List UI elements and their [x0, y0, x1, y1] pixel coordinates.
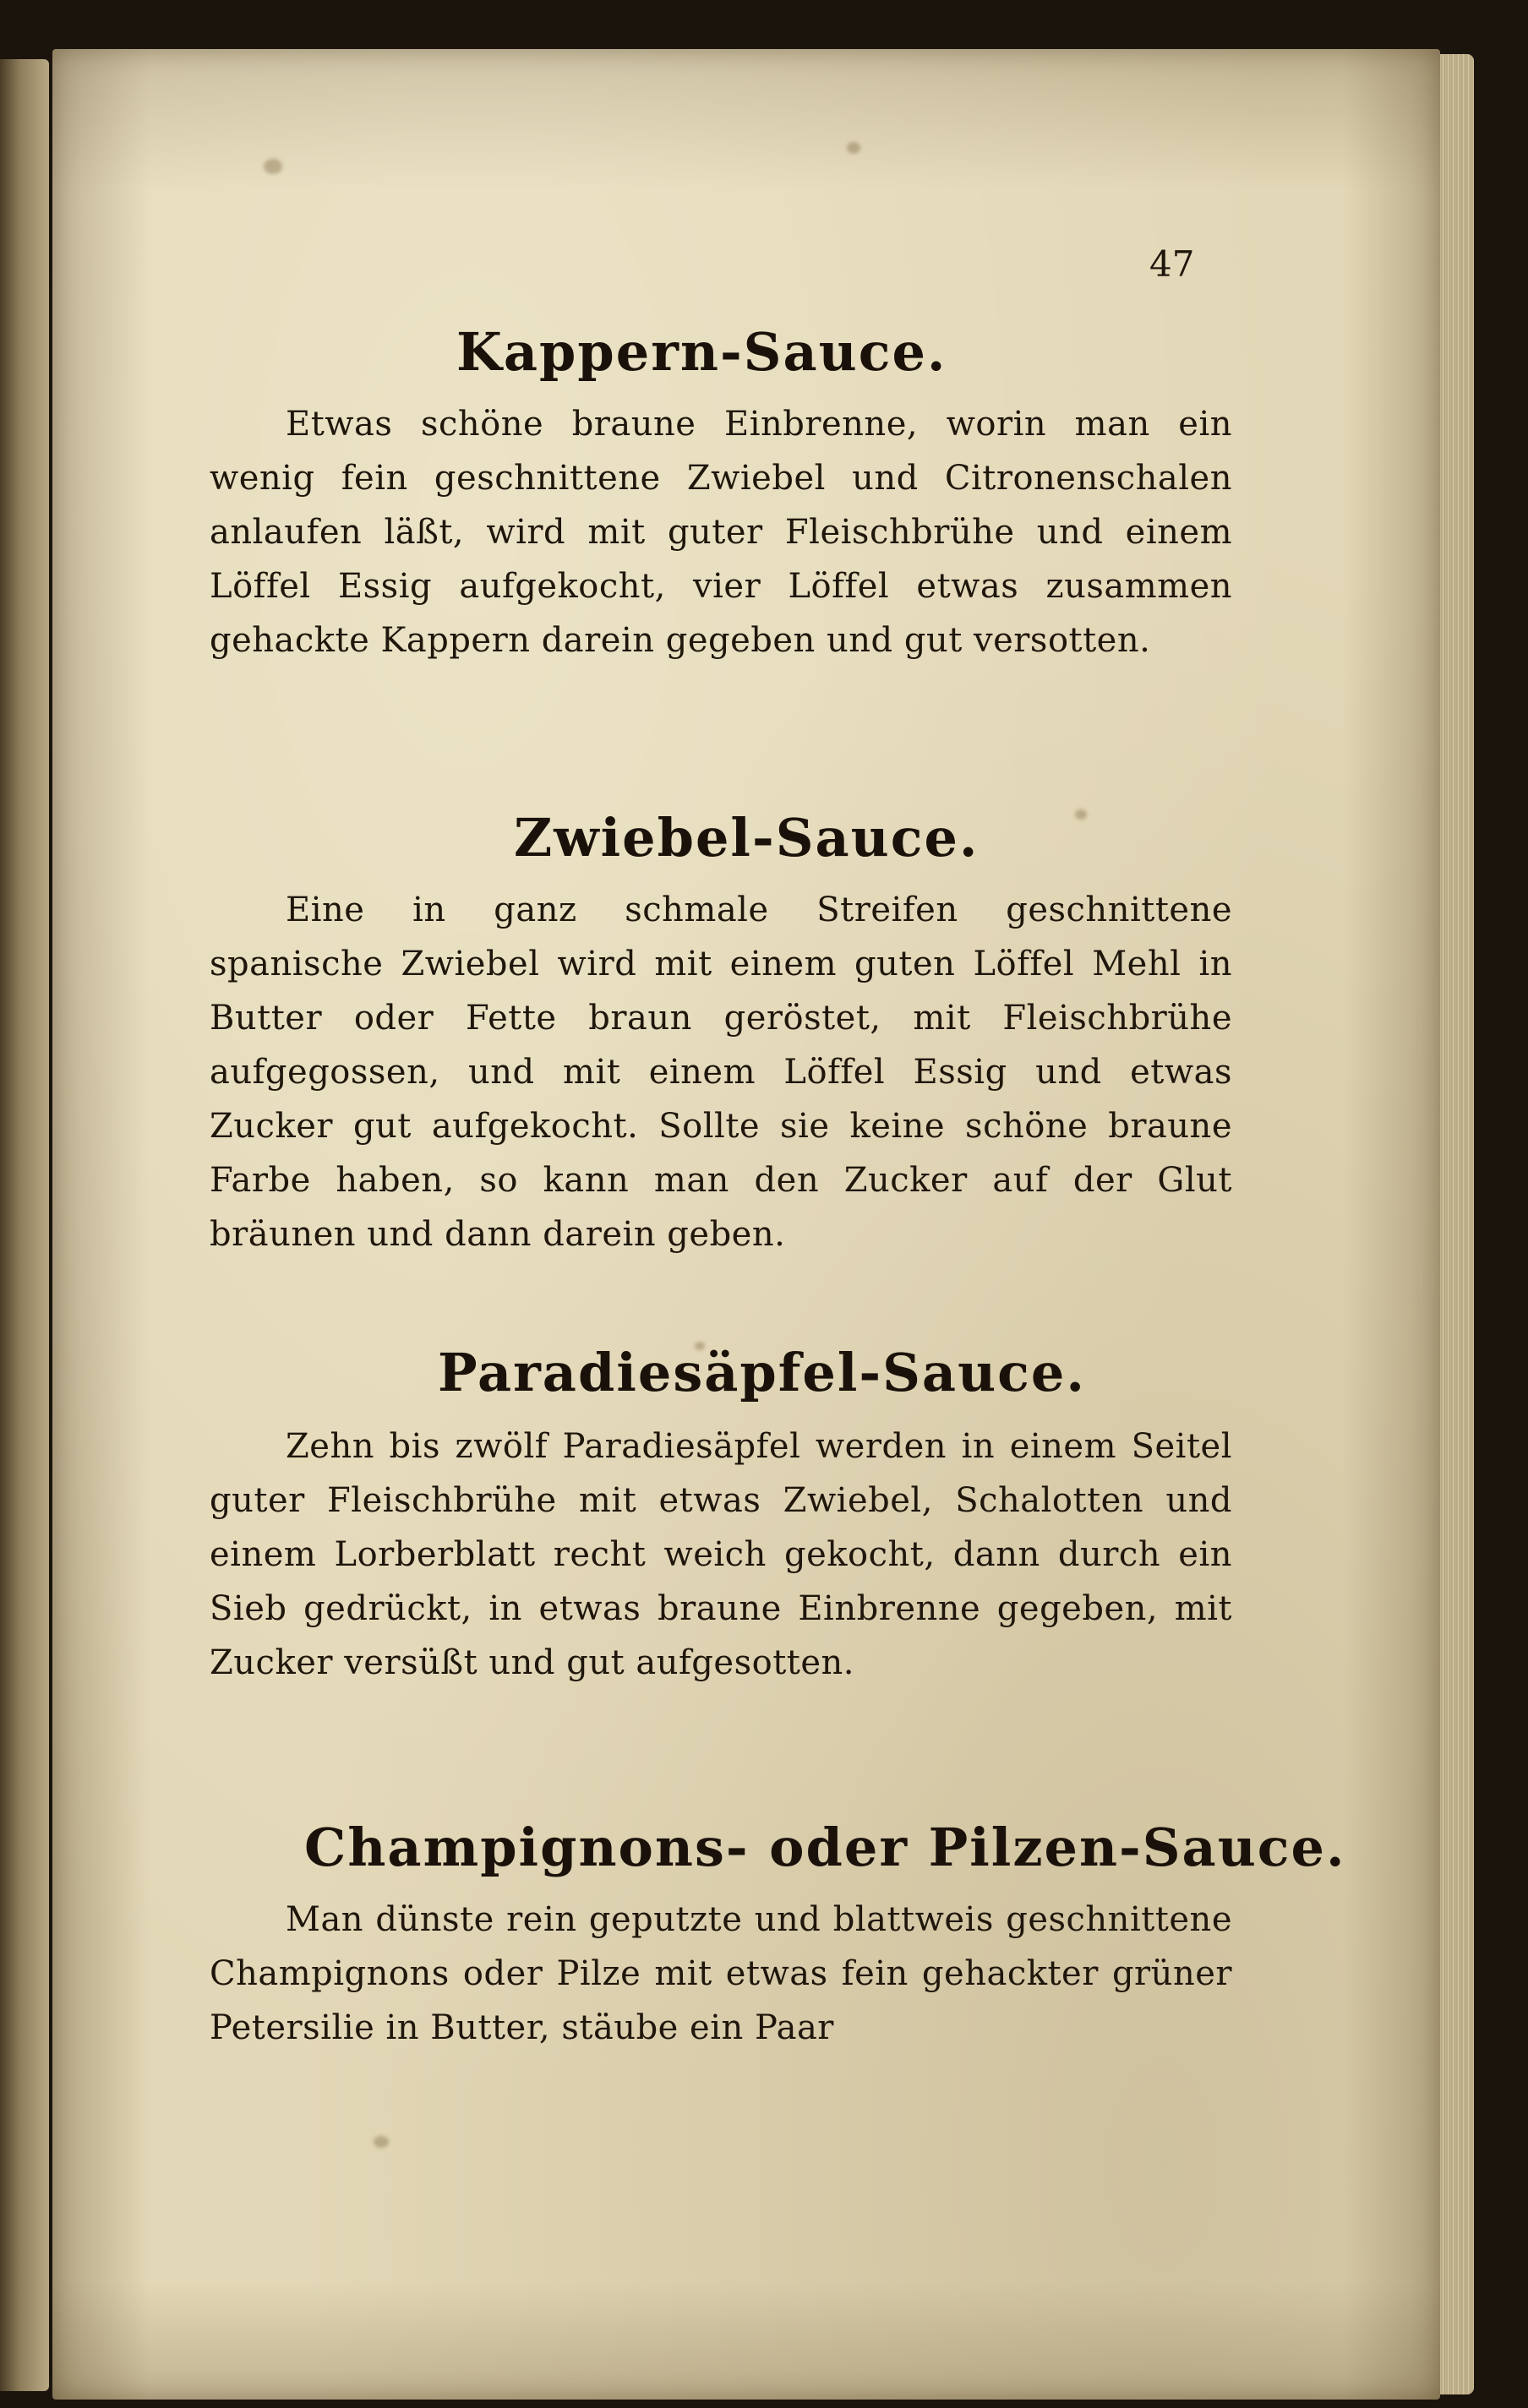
section-paragraph: Man dünste rein geputzte und blattweis geschnittene Champignons oder Pilze mit etwas fein gehackter grüner Petersilie in Butter, stäube ein Paar	[210, 1900, 1232, 2047]
section-heading: Champignons- oder Pilzen-Sauce.	[304, 1817, 1346, 1878]
paper-stain	[847, 142, 860, 154]
paper-stain	[374, 2136, 389, 2148]
section-paragraph: Eine in ganz schmale Streifen geschnittene spanische Zwiebel wird mit einem guten Löffel Mehl in Butter oder Fette braun geröstet, mit Fleischbrühe aufgegossen, und mit einem Löffel Essig und etwas Zucker gut aufgekocht. Sollte sie keine schöne braune Farbe haben, so kann man den Zucker auf der Glut bräunen und dann darein geben.	[210, 891, 1232, 1254]
page-stack-edge	[1440, 54, 1474, 2394]
page-number: 47	[1149, 243, 1195, 285]
section-heading: Paradiesäpfel-Sauce.	[438, 1342, 1086, 1403]
left-page-edge	[0, 59, 49, 2391]
paper-stain	[1075, 809, 1087, 820]
paper-stain	[264, 159, 282, 174]
section-heading: Kappern-Sauce.	[456, 321, 947, 383]
section-heading: Zwiebel-Sauce.	[514, 807, 980, 869]
section-paragraph: Etwas schöne braune Einbrenne, worin man ein wenig fein geschnittene Zwiebel und Citronenschalen anlaufen läßt, wird mit guter Fleischbrühe und einem Löffel Essig aufgekocht, vier Löffel etwas zusammen gehackte Kappern darein gegeben und gut versotten.	[210, 405, 1232, 660]
section-paragraph: Zehn bis zwölf Paradiesäpfel werden in einem Seitel guter Fleischbrühe mit etwas Zwiebel, Schalotten und einem Lorberblatt recht weich gekocht, dann durch ein Sieb gedrückt, in etwas braune Einbrenne gegeben, mit Zucker versüßt und gut aufgesotten.	[210, 1427, 1232, 1682]
